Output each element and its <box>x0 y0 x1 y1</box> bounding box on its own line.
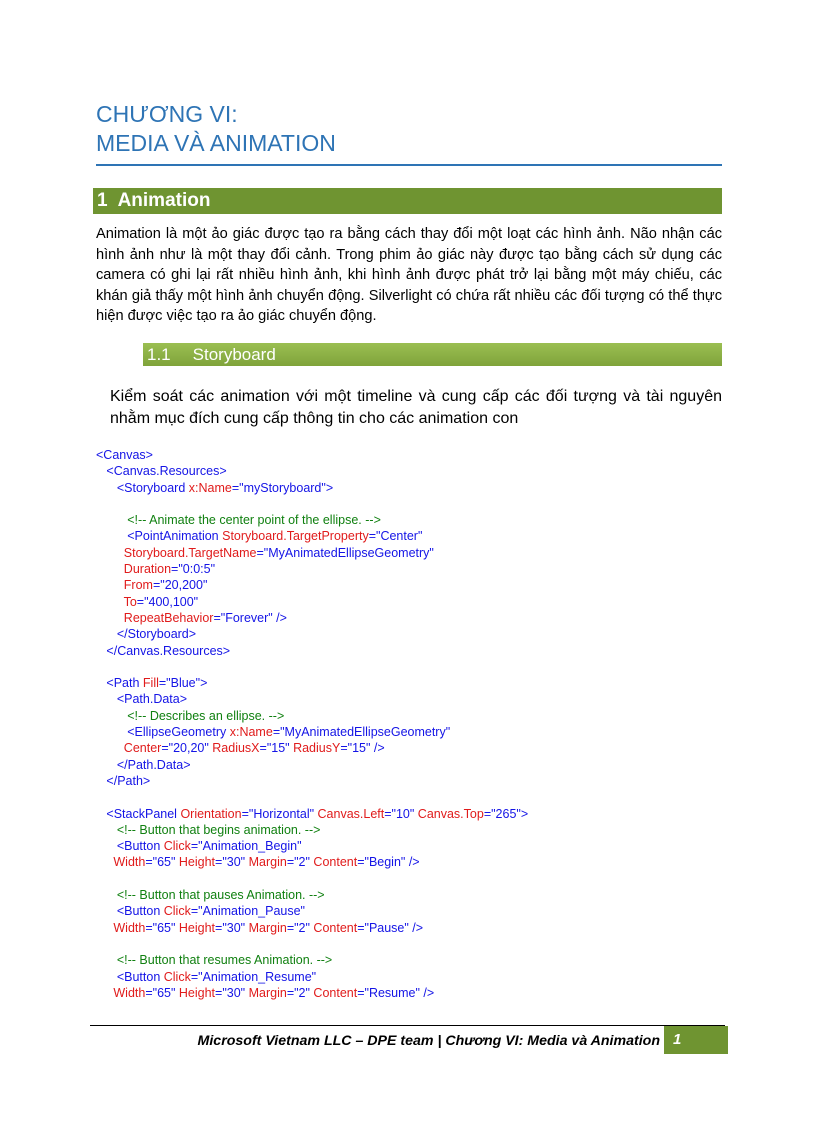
code-token <box>96 986 113 1000</box>
code-token: ="30" <box>215 985 249 1000</box>
code-token <box>96 611 124 625</box>
code-line <box>96 724 722 740</box>
code-token: ="Animation_Pause" <box>190 904 305 919</box>
code-token: ="Forever" /> <box>213 610 287 625</box>
xaml-code-block <box>96 447 722 1001</box>
code-token: <!-- Animate the center point of the ellipse. --> <box>96 513 381 528</box>
code-token: ="65" <box>145 855 179 870</box>
code-line <box>96 545 722 561</box>
code-line <box>96 496 722 512</box>
code-token: ="15" /> <box>340 741 385 756</box>
code-line <box>96 838 722 854</box>
section-1-1-title: Storyboard <box>192 345 276 364</box>
code-line <box>96 528 722 544</box>
code-line <box>96 561 722 577</box>
code-token: ="MyAnimatedEllipseGeometry" <box>256 545 434 560</box>
code-token: ="Animation_Resume" <box>190 969 317 984</box>
code-line <box>96 480 722 496</box>
code-token: Content <box>313 920 358 935</box>
code-token: RepeatBehavior <box>123 610 214 625</box>
section-1-1-number: 1.1 <box>147 345 171 364</box>
section-1-heading <box>93 188 722 214</box>
code-token: Height <box>178 985 216 1000</box>
code-line <box>96 610 722 626</box>
code-line <box>96 691 722 707</box>
code-token <box>96 546 124 560</box>
code-line <box>96 577 722 593</box>
code-token: ="2" <box>286 920 314 935</box>
code-token: <!-- Describes an ellipse. --> <box>96 708 285 723</box>
code-token: Margin <box>248 985 287 1000</box>
code-token: Duration <box>123 562 172 577</box>
code-line <box>96 887 722 903</box>
code-line <box>96 708 722 724</box>
code-token: Content <box>313 985 358 1000</box>
code-token: ="Blue"> <box>158 676 208 691</box>
code-token: <Path.Data> <box>96 692 188 707</box>
code-line <box>96 789 722 805</box>
code-token: <Canvas> <box>96 448 153 462</box>
code-line <box>96 854 722 870</box>
code-token: RadiusX <box>212 741 260 756</box>
code-token: ="20,200" <box>152 578 208 593</box>
chapter-title <box>96 100 722 158</box>
section-1-1-heading <box>143 343 722 366</box>
page-number: 1 <box>673 1031 682 1048</box>
code-token: Margin <box>248 855 287 870</box>
code-line <box>96 463 722 479</box>
code-token: <Button <box>96 904 164 919</box>
code-token: <Storyboard <box>96 480 189 495</box>
code-line <box>96 969 722 985</box>
code-line <box>96 920 722 936</box>
code-token: ="400,100" <box>136 594 199 609</box>
code-token: ="20,20" <box>161 741 213 756</box>
code-token: </Canvas.Resources> <box>96 643 231 658</box>
footer-divider <box>90 1025 725 1026</box>
code-line <box>96 757 722 773</box>
code-line <box>96 643 722 659</box>
chapter-divider <box>96 164 722 166</box>
code-line <box>96 871 722 887</box>
code-token: x:Name <box>229 725 273 740</box>
code-line <box>96 659 722 675</box>
code-token: ="30" <box>215 855 249 870</box>
code-token: <!-- Button that begins animation. --> <box>96 822 321 837</box>
code-token: ="Horizontal" <box>241 806 318 821</box>
chapter-title-line-1: CHƯƠNG VI: <box>96 101 238 127</box>
code-token <box>96 921 113 935</box>
code-token: Canvas.Top <box>417 806 484 821</box>
code-token <box>96 562 124 576</box>
code-token: </Path.Data> <box>96 757 191 772</box>
code-token: Storyboard.TargetProperty <box>222 529 369 544</box>
code-token: Click <box>163 839 191 854</box>
code-line <box>96 806 722 822</box>
code-line <box>96 447 722 463</box>
code-token: <Button <box>96 839 164 854</box>
code-token: </Storyboard> <box>96 627 197 642</box>
code-token: Height <box>178 855 216 870</box>
code-token: Content <box>313 855 358 870</box>
code-token: Margin <box>248 920 287 935</box>
code-token: Width <box>113 985 146 1000</box>
code-token: ="65" <box>145 985 179 1000</box>
code-line <box>96 903 722 919</box>
section-1-1-paragraph: Kiểm soát các animation với một timeline và cung cấp các đối tượng và tài nguyên nhằm mục đích cung cấp thông tin cho các animation con <box>110 388 722 427</box>
code-token <box>96 741 124 755</box>
code-token: Click <box>163 904 191 919</box>
code-token: ="myStoryboard"> <box>231 480 334 495</box>
code-token: <Canvas.Resources> <box>96 464 227 479</box>
code-token: ="MyAnimatedEllipseGeometry" <box>272 725 451 740</box>
code-token: ="Resume" /> <box>357 985 435 1000</box>
code-line <box>96 952 722 968</box>
code-token: ="65" <box>145 920 179 935</box>
code-token <box>96 595 124 609</box>
code-token: Width <box>113 855 146 870</box>
code-token: <PointAnimation <box>96 529 223 544</box>
code-token: ="30" <box>215 920 249 935</box>
code-token: <Path <box>96 676 143 691</box>
code-line <box>96 512 722 528</box>
code-token: ="Center" <box>368 529 423 544</box>
code-line <box>96 740 722 756</box>
code-token <box>96 578 124 592</box>
code-token: From <box>123 578 153 593</box>
code-token: ="2" <box>286 985 314 1000</box>
code-token <box>96 855 113 869</box>
code-token: Width <box>113 920 146 935</box>
code-token: Orientation <box>180 806 242 821</box>
page-number-badge <box>664 1026 728 1054</box>
code-token: x:Name <box>188 480 232 495</box>
code-token: ="Pause" /> <box>357 920 424 935</box>
code-token: ="0:0:5" <box>171 562 216 577</box>
code-line <box>96 594 722 610</box>
code-line <box>96 985 722 1001</box>
code-line <box>96 936 722 952</box>
code-line <box>96 626 722 642</box>
code-token: <Button <box>96 969 164 984</box>
section-1-paragraph: Animation là một ảo giác được tạo ra bằng cách thay đổi một loạt các hình ảnh. Não nhận các hình ảnh như là một thay đổi cảnh. Trong phim ảo giác này được tạo bằng cách sử dụng các camera có ghi lại rất nhiều hình ảnh, khi hình ảnh được phát trở lại bằng một máy chiếu, các khán giả thấy một hình ảnh chuyển động. Silverlight có chứa rất nhiều các đối tượng có thể thực hiện được việc tạo ra ảo giác chuyển động. <box>96 226 722 324</box>
code-token: ="265"> <box>483 806 529 821</box>
code-token: <EllipseGeometry <box>96 725 230 740</box>
footer-text: Microsoft Vietnam LLC – DPE team | Chương VI: Media và Animation <box>197 1033 660 1049</box>
code-token: To <box>123 594 137 609</box>
code-token: ="15" <box>259 741 294 756</box>
section-1-number: 1 <box>97 190 108 211</box>
code-token: <!-- Button that resumes Animation. --> <box>96 953 333 968</box>
code-token: </Path> <box>96 773 151 788</box>
code-line <box>96 675 722 691</box>
code-token: Height <box>178 920 216 935</box>
code-token: Center <box>123 741 162 756</box>
code-token: ="2" <box>286 855 314 870</box>
code-token: ="Animation_Begin" <box>190 839 302 854</box>
code-token: RadiusY <box>293 741 341 756</box>
code-token: Fill <box>142 676 159 691</box>
code-token: ="10" <box>384 806 418 821</box>
code-line <box>96 773 722 789</box>
code-token: <StackPanel <box>96 806 181 821</box>
code-token: <!-- Button that pauses Animation. --> <box>96 888 325 903</box>
code-token: ="Begin" /> <box>357 855 420 870</box>
code-token: Storyboard.TargetName <box>123 545 257 560</box>
code-line <box>96 822 722 838</box>
section-1-title: Animation <box>117 190 211 211</box>
code-token: Click <box>163 969 191 984</box>
code-token: Canvas.Left <box>317 806 385 821</box>
chapter-title-line-2: MEDIA VÀ ANIMATION <box>96 130 336 156</box>
